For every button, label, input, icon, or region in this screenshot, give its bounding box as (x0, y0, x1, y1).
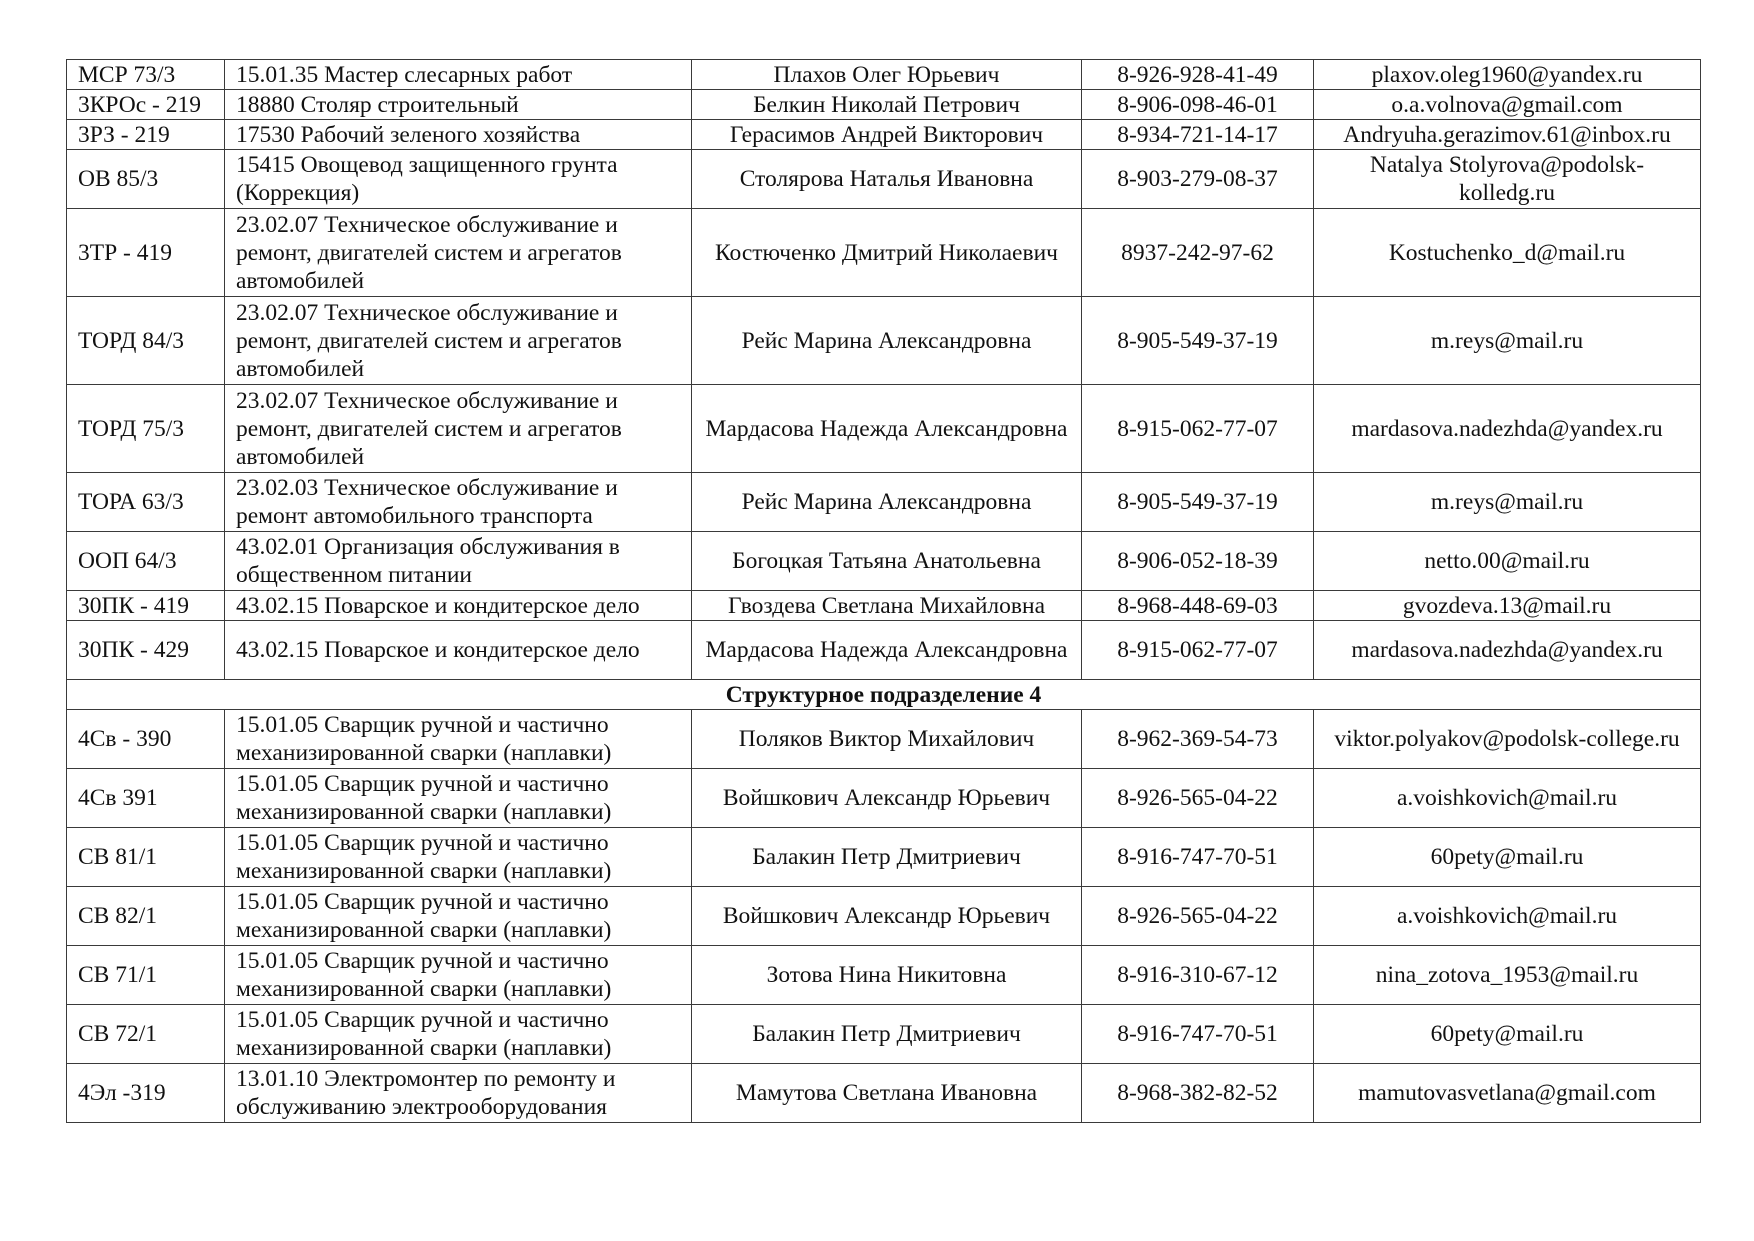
table-row (67, 120, 1701, 150)
contacts-table (66, 59, 1701, 1123)
table-row (67, 297, 1701, 385)
group-cell: 4Св - 390 (67, 710, 225, 769)
table-row (67, 473, 1701, 532)
curator-name-cell: Герасимов Андрей Викторович (692, 120, 1082, 150)
group-cell: МСР 73/3 (67, 60, 225, 90)
specialty-cell: 23.02.07 Техническое обслуживание и ремонт, двигателей систем и агрегатов автомобилей (225, 297, 692, 385)
email-cell: a.voishkovich@mail.ru (1314, 887, 1701, 946)
email-cell: m.reys@mail.ru (1314, 473, 1701, 532)
email-cell: 60pety@mail.ru (1314, 1005, 1701, 1064)
group-cell: ООП 64/3 (67, 532, 225, 591)
specialty-cell: 15.01.05 Сварщик ручной и частично механизированной сварки (наплавки) (225, 1005, 692, 1064)
curator-name-cell: Войшкович Александр Юрьевич (692, 887, 1082, 946)
specialty-cell: 43.02.01 Организация обслуживания в общественном питании (225, 532, 692, 591)
table-row (67, 710, 1701, 769)
specialty-cell: 15415 Овощевод защищенного грунта (Коррекция) (225, 150, 692, 209)
curator-name-cell: Балакин Петр Дмитриевич (692, 1005, 1082, 1064)
group-cell: СВ 72/1 (67, 1005, 225, 1064)
specialty-cell: 15.01.05 Сварщик ручной и частично механизированной сварки (наплавки) (225, 769, 692, 828)
phone-cell: 8-968-448-69-03 (1082, 591, 1314, 621)
table-row (67, 150, 1701, 209)
group-cell: СВ 71/1 (67, 946, 225, 1005)
table-row (67, 532, 1701, 591)
group-cell: СВ 81/1 (67, 828, 225, 887)
phone-cell: 8-916-747-70-51 (1082, 1005, 1314, 1064)
email-cell: mardasova.nadezhda@yandex.ru (1314, 385, 1701, 473)
table-row (67, 946, 1701, 1005)
email-cell: Kostuchenko_d@mail.ru (1314, 209, 1701, 297)
specialty-cell: 15.01.05 Сварщик ручной и частично механизированной сварки (наплавки) (225, 710, 692, 769)
curator-name-cell: Мамутова Светлана Ивановна (692, 1064, 1082, 1123)
email-cell: m.reys@mail.ru (1314, 297, 1701, 385)
email-cell: Andryuha.gerazimov.61@inbox.ru (1314, 120, 1701, 150)
group-cell: 4Св 391 (67, 769, 225, 828)
group-cell: СВ 82/1 (67, 887, 225, 946)
phone-cell: 8-934-721-14-17 (1082, 120, 1314, 150)
phone-cell: 8-926-565-04-22 (1082, 769, 1314, 828)
group-cell: 4Эл -319 (67, 1064, 225, 1123)
specialty-cell: 17530 Рабочий зеленого хозяйства (225, 120, 692, 150)
curator-name-cell: Белкин Николай Петрович (692, 90, 1082, 120)
table-row (67, 1064, 1701, 1123)
email-cell: nina_zotova_1953@mail.ru (1314, 946, 1701, 1005)
curator-name-cell: Войшкович Александр Юрьевич (692, 769, 1082, 828)
group-cell: ТОРД 75/3 (67, 385, 225, 473)
email-cell: a.voishkovich@mail.ru (1314, 769, 1701, 828)
table-row (67, 90, 1701, 120)
curator-name-cell: Поляков Виктор Михайлович (692, 710, 1082, 769)
specialty-cell: 23.02.07 Техническое обслуживание и ремонт, двигателей систем и агрегатов автомобилей (225, 385, 692, 473)
curator-name-cell: Мардасова Надежда Александровна (692, 385, 1082, 473)
table-row (67, 591, 1701, 621)
specialty-cell: 43.02.15 Поварское и кондитерское дело (225, 621, 692, 680)
phone-cell: 8-903-279-08-37 (1082, 150, 1314, 209)
phone-cell: 8-916-310-67-12 (1082, 946, 1314, 1005)
email-cell: plaxov.oleg1960@yandex.ru (1314, 60, 1701, 90)
email-cell: Natalya Stolyrova@podolsk-kolledg.ru (1314, 150, 1701, 209)
email-cell: mardasova.nadezhda@yandex.ru (1314, 621, 1701, 680)
group-cell: ТОРА 63/3 (67, 473, 225, 532)
group-cell: 3ТР - 419 (67, 209, 225, 297)
phone-cell: 8-906-052-18-39 (1082, 532, 1314, 591)
group-cell: 3КРОс - 219 (67, 90, 225, 120)
phone-cell: 8-905-549-37-19 (1082, 473, 1314, 532)
phone-cell: 8-962-369-54-73 (1082, 710, 1314, 769)
email-cell: mamutovasvetlana@gmail.com (1314, 1064, 1701, 1123)
curator-name-cell: Зотова Нина Никитовна (692, 946, 1082, 1005)
phone-cell: 8-915-062-77-07 (1082, 385, 1314, 473)
email-cell: netto.00@mail.ru (1314, 532, 1701, 591)
group-cell: ОВ 85/3 (67, 150, 225, 209)
section-header-row (67, 680, 1701, 710)
specialty-cell: 18880 Столяр строительный (225, 90, 692, 120)
phone-cell: 8-906-098-46-01 (1082, 90, 1314, 120)
curator-name-cell: Балакин Петр Дмитриевич (692, 828, 1082, 887)
phone-cell: 8-926-928-41-49 (1082, 60, 1314, 90)
phone-cell: 8937-242-97-62 (1082, 209, 1314, 297)
phone-cell: 8-915-062-77-07 (1082, 621, 1314, 680)
specialty-cell: 15.01.05 Сварщик ручной и частично механизированной сварки (наплавки) (225, 946, 692, 1005)
curator-name-cell: Рейс Марина Александровна (692, 297, 1082, 385)
table-row (67, 828, 1701, 887)
email-cell: o.a.volnova@gmail.com (1314, 90, 1701, 120)
group-cell: 3РЗ - 219 (67, 120, 225, 150)
contacts-table-body (67, 60, 1701, 1123)
phone-cell: 8-905-549-37-19 (1082, 297, 1314, 385)
table-row (67, 621, 1701, 680)
table-row (67, 385, 1701, 473)
curator-name-cell: Богоцкая Татьяна Анатольевна (692, 532, 1082, 591)
table-row (67, 209, 1701, 297)
curator-name-cell: Рейс Марина Александровна (692, 473, 1082, 532)
specialty-cell: 23.02.03 Техническое обслуживание и ремонт автомобильного транспорта (225, 473, 692, 532)
specialty-cell: 15.01.05 Сварщик ручной и частично механизированной сварки (наплавки) (225, 887, 692, 946)
specialty-cell: 15.01.05 Сварщик ручной и частично механизированной сварки (наплавки) (225, 828, 692, 887)
phone-cell: 8-968-382-82-52 (1082, 1064, 1314, 1123)
email-cell: 60pety@mail.ru (1314, 828, 1701, 887)
specialty-cell: 15.01.35 Мастер слесарных работ (225, 60, 692, 90)
email-cell: viktor.polyakov@podolsk-college.ru (1314, 710, 1701, 769)
group-cell: 30ПК - 419 (67, 591, 225, 621)
curator-name-cell: Плахов Олег Юрьевич (692, 60, 1082, 90)
group-cell: 30ПК - 429 (67, 621, 225, 680)
group-cell: ТОРД 84/3 (67, 297, 225, 385)
section-title: Структурное подразделение 4 (67, 680, 1701, 710)
specialty-cell: 13.01.10 Электромонтер по ремонту и обслуживанию электрооборудования (225, 1064, 692, 1123)
phone-cell: 8-916-747-70-51 (1082, 828, 1314, 887)
curator-name-cell: Столярова Наталья Ивановна (692, 150, 1082, 209)
table-row (67, 1005, 1701, 1064)
specialty-cell: 43.02.15 Поварское и кондитерское дело (225, 591, 692, 621)
phone-cell: 8-926-565-04-22 (1082, 887, 1314, 946)
curator-name-cell: Костюченко Дмитрий Николаевич (692, 209, 1082, 297)
specialty-cell: 23.02.07 Техническое обслуживание и ремонт, двигателей систем и агрегатов автомобилей (225, 209, 692, 297)
email-cell: gvozdeva.13@mail.ru (1314, 591, 1701, 621)
table-row (67, 60, 1701, 90)
curator-name-cell: Мардасова Надежда Александровна (692, 621, 1082, 680)
table-row (67, 887, 1701, 946)
table-row (67, 769, 1701, 828)
curator-name-cell: Гвоздева Светлана Михайловна (692, 591, 1082, 621)
